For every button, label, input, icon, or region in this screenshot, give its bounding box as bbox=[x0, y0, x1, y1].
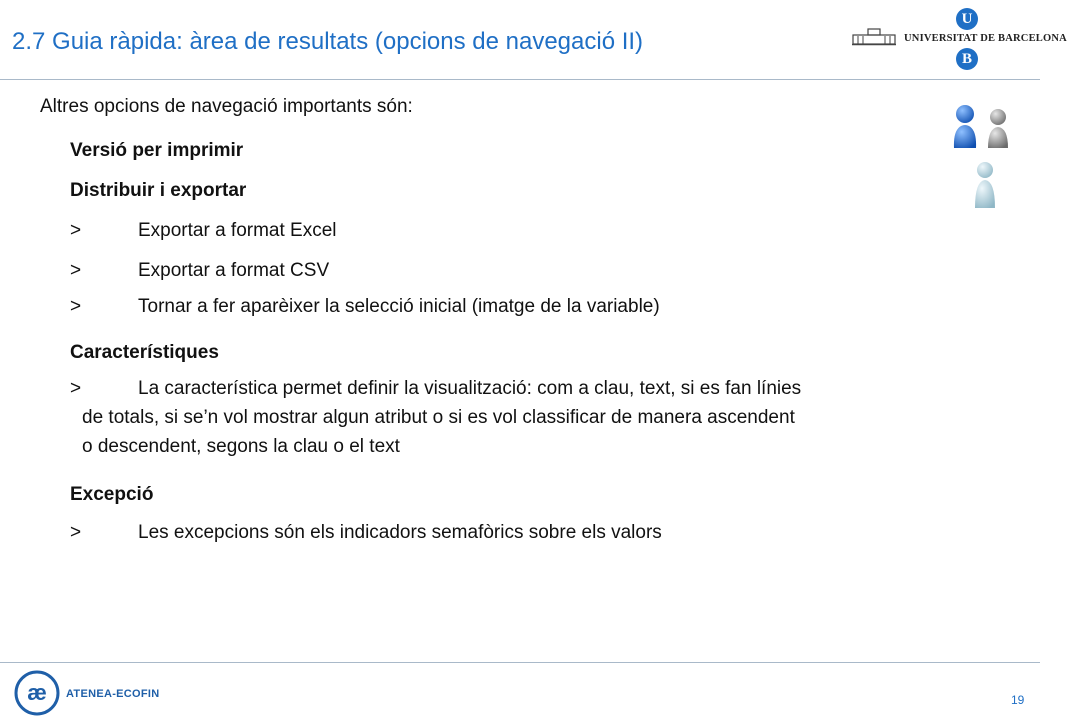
heading-distribute-export: Distribuir i exportar bbox=[70, 180, 247, 201]
heading-print-version: Versió per imprimir bbox=[70, 140, 244, 161]
list-item-text: Exportar a format CSV bbox=[138, 260, 330, 281]
people-figures-icon bbox=[950, 104, 1016, 210]
university-name: UNIVERSITAT DE BARCELONA bbox=[904, 33, 1067, 44]
characteristics-paragraph bbox=[70, 374, 990, 461]
heading-characteristics: Característiques bbox=[70, 342, 219, 363]
heading-exception: Excepció bbox=[70, 484, 154, 505]
intro-text: Altres opcions de navegació importants són: bbox=[40, 96, 413, 117]
logo-letter-u: U bbox=[956, 8, 978, 30]
paragraph-line: La característica permet definir la visualització: com a clau, text, si es fan línies bbox=[138, 378, 802, 399]
list-item-text: Tornar a fer aparèixer la selecció inicial (imatge de la variable) bbox=[138, 296, 660, 317]
brand-name: ATENEA-ECOFIN bbox=[66, 688, 160, 700]
paragraph-line: o descendent, segons la clau o el text bbox=[82, 436, 400, 457]
page-number: 19 bbox=[1011, 693, 1025, 707]
bullet-marker: > bbox=[70, 378, 82, 399]
svg-text:æ: æ bbox=[27, 680, 47, 705]
list-item-text: Exportar a format Excel bbox=[138, 220, 337, 241]
logo-letter-b: B bbox=[956, 48, 978, 70]
page-title: 2.7 Guia ràpida: àrea de resultats (opcions de navegació II) bbox=[12, 28, 644, 55]
paragraph-line: de totals, si se’n vol mostrar algun atribut o si es vol classificar de manera ascendent bbox=[82, 407, 795, 428]
atenea-logo bbox=[14, 668, 184, 716]
university-building-icon bbox=[852, 26, 896, 46]
bullet-marker: > bbox=[70, 220, 82, 241]
header-divider bbox=[0, 79, 1040, 80]
atenea-logo-icon bbox=[14, 670, 60, 716]
university-logo bbox=[846, 6, 1067, 74]
list-item-text: Les excepcions són els indicadors semafòrics sobre els valors bbox=[138, 522, 662, 543]
bullet-marker: > bbox=[70, 522, 82, 543]
footer-divider bbox=[0, 662, 1040, 663]
bullet-marker: > bbox=[70, 260, 82, 281]
bullet-marker: > bbox=[70, 296, 82, 317]
